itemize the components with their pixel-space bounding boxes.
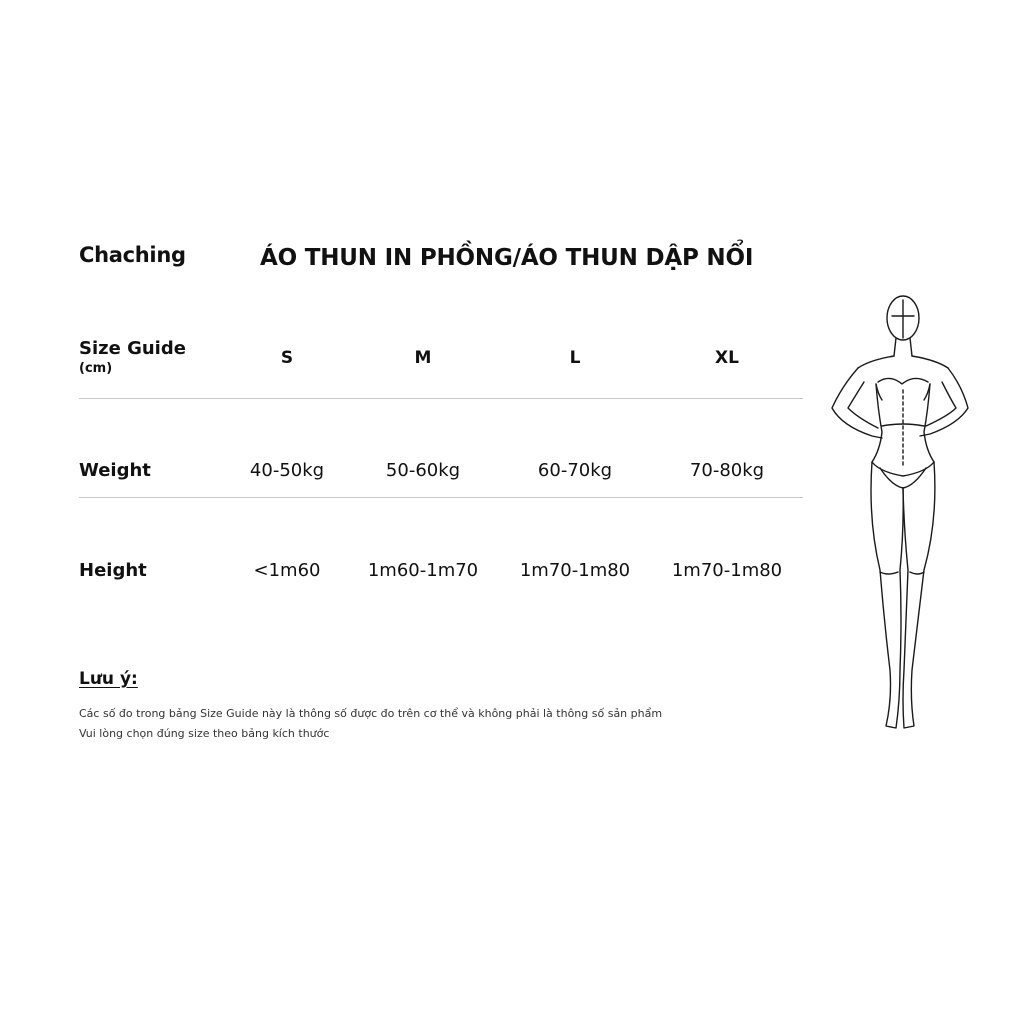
weight-m: 50-60kg <box>385 460 461 481</box>
weight-label: Weight <box>79 460 151 481</box>
fashion-croquis-figure-icon <box>820 290 980 735</box>
height-s: <1m60 <box>253 560 321 581</box>
header-divider <box>79 398 803 399</box>
size-guide-unit: (cm) <box>79 361 113 376</box>
height-xl: 1m70-1m80 <box>671 560 783 581</box>
size-guide-label: Size Guide <box>79 338 186 359</box>
size-header-m: M <box>414 348 432 368</box>
weight-s: 40-50kg <box>249 460 325 481</box>
height-l: 1m70-1m80 <box>519 560 631 581</box>
note-line-2: Vui lòng chọn đúng size theo bảng kích thước <box>79 727 330 740</box>
height-label: Height <box>79 560 147 581</box>
note-line-1: Các số đo trong bảng Size Guide này là thông số được đo trên cơ thể và không phải là thông số sản phẩm <box>79 707 663 720</box>
weight-l: 60-70kg <box>537 460 613 481</box>
brand-logo: Chaching <box>79 243 186 267</box>
weight-xl: 70-80kg <box>689 460 765 481</box>
page-title: ÁO THUN IN PHỒNG/ÁO THUN DẬP NỔI <box>260 245 754 271</box>
size-header-s: S <box>280 348 294 368</box>
size-header-l: L <box>569 348 581 368</box>
row-divider <box>79 497 803 498</box>
height-m: 1m60-1m70 <box>367 560 479 581</box>
size-header-xl: XL <box>715 348 739 368</box>
note-title: Lưu ý: <box>79 669 138 689</box>
